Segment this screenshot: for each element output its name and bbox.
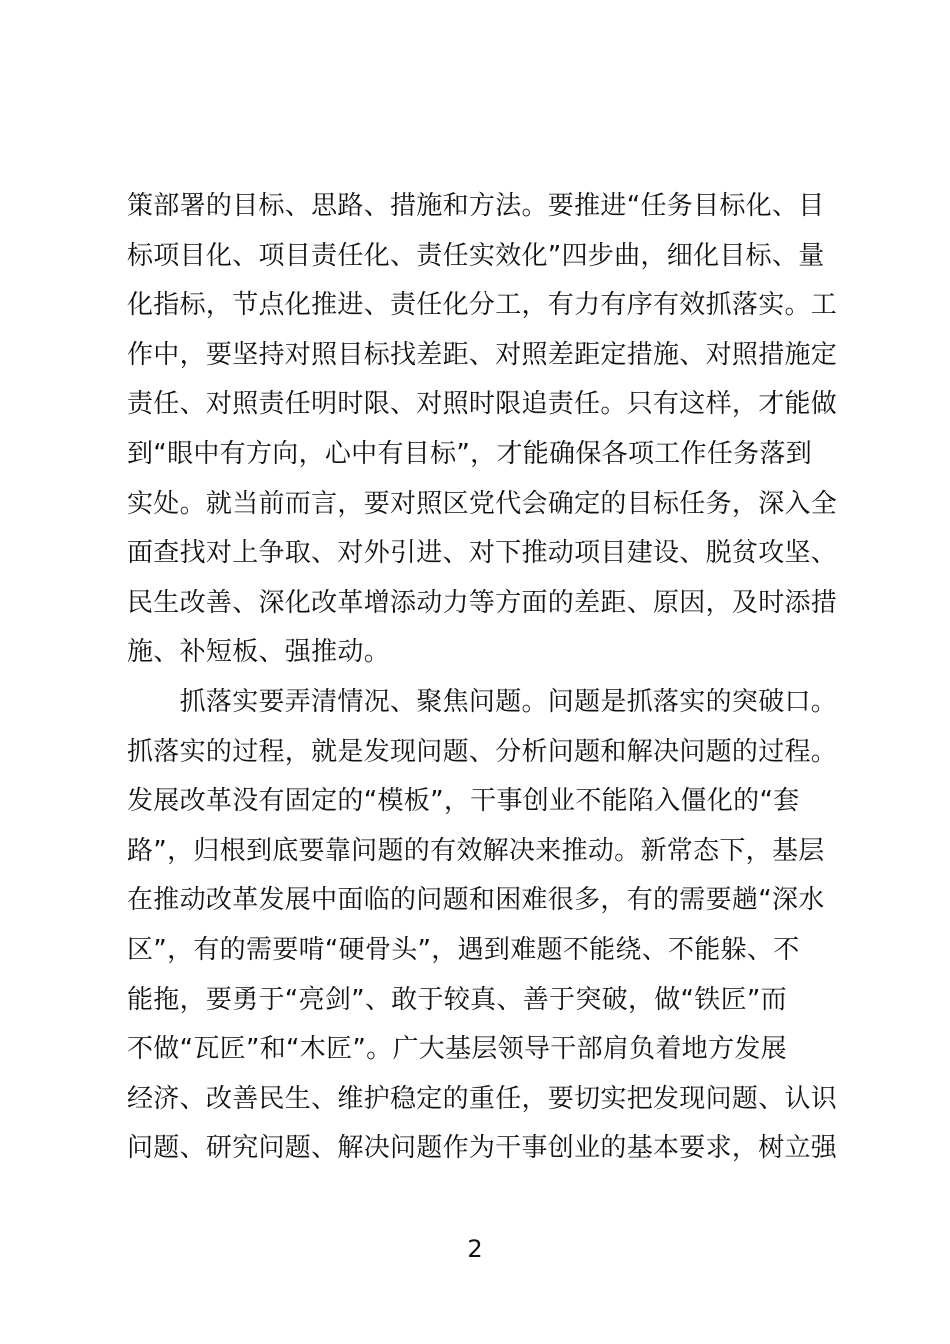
- text-line: 化指标，节点化推进、责任化分工，有力有序有效抓落实。工: [127, 290, 838, 321]
- text-line: 作中，要坚持对照目标找差距、对照差距定措施、对照措施定: [127, 339, 838, 370]
- text-line: 施、补短板、强推动。: [127, 637, 391, 668]
- text-line: 区”，有的需要啃“硬骨头”，遇到难题不能绕、不能躲、不: [127, 934, 800, 965]
- text-line: 责任、对照责任明时限、对照时限追责任。只有这样，才能做: [127, 389, 838, 420]
- text-line: 经济、改善民生、维护稳定的重任，要切实把发现问题、认识: [127, 1083, 838, 1114]
- text-line: 策部署的目标、思路、措施和方法。要推进“任务目标化、目: [127, 191, 825, 221]
- text-line: 民生改善、深化改革增添动力等方面的差距、原因，及时添措: [127, 587, 838, 618]
- text-line: 发展改革没有固定的“模板”，干事创业不能陷入僵化的“套: [127, 786, 800, 817]
- text-line: 抓落实的过程，就是发现问题、分析问题和解决问题的过程。: [127, 736, 838, 767]
- page-number: 2: [467, 1235, 483, 1263]
- text-line: 能拖，要勇于“亮剑”、敢于较真、善于突破，做“铁匠”而: [127, 984, 787, 1015]
- body-text: [127, 182, 837, 1174]
- text-line: 在推动改革发展中面临的问题和困难很多，有的需要趟“深水: [127, 885, 825, 916]
- text-line: 标项目化、项目责任化、责任实效化”四步曲，细化目标、量: [127, 240, 825, 271]
- text-line: 问题、研究问题、解决问题作为干事创业的基本要求，树立强: [127, 1133, 838, 1164]
- text-line: 实处。就当前而言，要对照区党代会确定的目标任务，深入全: [127, 488, 838, 519]
- text-line: 面查找对上争取、对外引进、对下推动项目建设、脱贫攻坚、: [127, 538, 838, 569]
- text-line: 路”，归根到底要靠问题的有效解决来推动。新常态下，基层: [127, 835, 825, 866]
- text-line: 到“眼中有方向，心中有目标”，才能确保各项工作任务落到: [127, 438, 813, 469]
- text-line: 抓落实要弄清情况、聚焦问题。问题是抓落实的突破口。: [127, 686, 838, 717]
- text-line: 不做“瓦匠”和“木匠”。广大基层领导干部肩负着地方发展: [127, 1034, 787, 1065]
